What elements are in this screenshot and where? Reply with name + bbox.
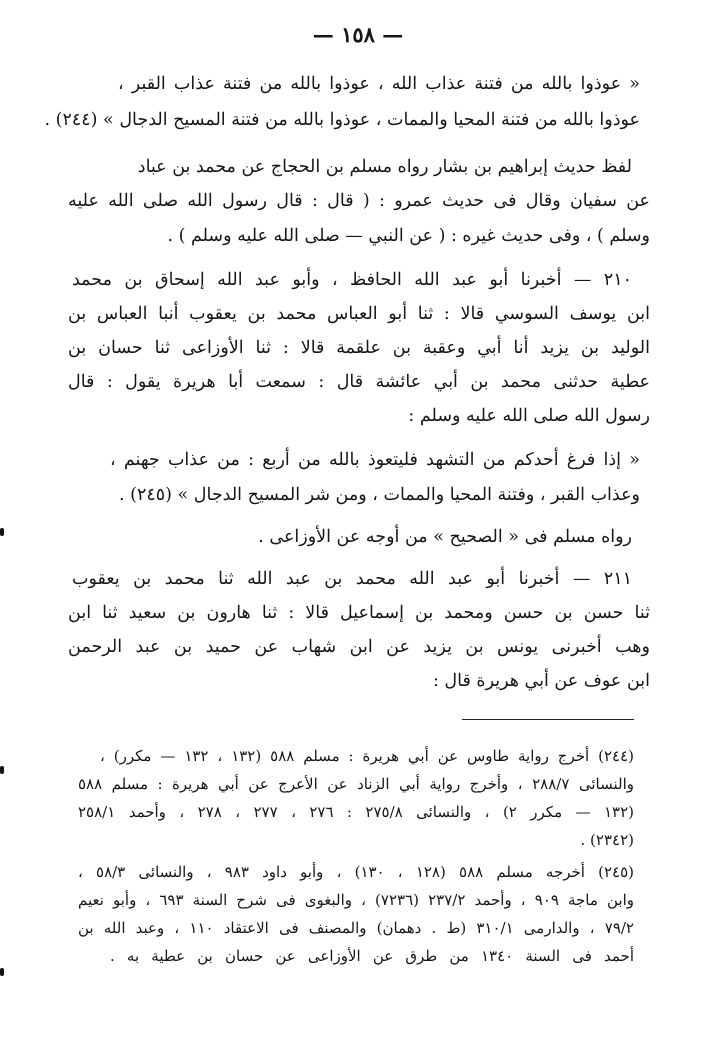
text-line: ابن عوف عن أبي هريرة قال :	[432, 671, 650, 691]
text-line: وعذاب القبر ، وفتنة المحيا والممات ، ومن شر المسيح الدجال » (٢٤٥) .	[118, 485, 640, 505]
text-line: رسول الله صلى الله عليه وسلم :	[408, 406, 650, 426]
text-line: عطية حدثنى محمد بن أبي عائشة قال : سمعت أبا هريرة يقول : قال	[68, 372, 650, 392]
footnote-divider	[462, 719, 634, 720]
footnote-line: (١٣٢ — مكرر ٢) ، والنسائى ٢٧٥/٨ : ٢٧٦ ، ٢٧٧ ، ٢٧٨ ، وأحمد ٢٥٨/١	[78, 803, 634, 821]
text-line: عن سفيان وقال فى حديث عمرو : ( قال : قال رسول الله صلى الله عليه	[68, 191, 650, 211]
footnote-line: (٢٣٤٢) .	[580, 831, 634, 849]
text-line: وسلم ) ، وفى حديث غيره : ( عن النبي — صلى الله عليه وسلم ) .	[167, 226, 650, 246]
text-line: لفظ حديث إبراهيم بن بشار رواه مسلم بن الحجاج عن محمد بن عباد	[137, 157, 632, 177]
footnote-line: (٢٤٥) أخرجه مسلم ٥٨٨ (١٢٨ ، ١٣٠) ، وأبو داود ٩٨٣ ، والنسائى ٥٨/٣ ،	[78, 863, 634, 881]
text-line: رواه مسلم فى « الصحيح » من أوجه عن الأوزاعى .	[258, 527, 632, 547]
scan-mark	[0, 528, 4, 536]
text-line: عوذوا بالله من فتنة المحيا والممات ، عوذوا بالله من فتنة المسيح الدجال » (٢٤٤) .	[44, 110, 640, 130]
text-line: وهب أخبرنى يونس بن يزيد عن ابن شهاب عن حميد بن عبد الرحمن	[68, 637, 650, 657]
page-number: — ١٥٨ —	[312, 22, 404, 47]
hadith-number-line: ٢١١ — أخبرنا أبو عبد الله محمد بن عبد الله ثنا محمد بن يعقوب	[72, 569, 632, 589]
text-line: ابن يوسف السوسي قالا : ثنا أبو العباس محمد بن يعقوب أنبا العباس بن	[68, 304, 650, 324]
text-line: « إذا فرغ أحدكم من التشهد فليتعوذ بالله من أربع : من عذاب جهنم ،	[110, 450, 640, 470]
footnote-line: (٢٤٤) أخرج رواية طاوس عن أبي هريرة : مسلم ٥٨٨ (١٣٢ ، ١٣٢ — مكرر) ،	[100, 747, 634, 765]
scan-mark	[0, 968, 4, 976]
footnote-line: ٧٩/٢ ، والدارمى ٣١٠/١ (ط . دهمان) والمصنف فى الاعتقاد ١١٠ ، وعبد الله بن	[78, 919, 634, 937]
scan-mark	[0, 766, 4, 774]
text-line: « عوذوا بالله من فتنة عذاب الله ، عوذوا بالله من فتنة عذاب القبر ،	[118, 74, 640, 94]
footnote-line: وابن ماجة ٩٠٩ ، وأحمد ٢٣٧/٢ (٧٢٣٦) ، والبغوى فى شرح السنة ٦٩٣ ، وأبو نعيم	[78, 891, 634, 909]
text-line: ثنا حسن بن حسن ومحمد بن إسماعيل قالا : ثنا هارون بن سعيد ثنا ابن	[68, 603, 650, 623]
footnote-line: والنسائى ٢٨٨/٧ ، وأخرج رواية أبي الزناد عن الأعرج عن أبي هريرة : مسلم ٥٨٨	[78, 775, 635, 793]
text-line: الوليد بن يزيد أنا أبي وعقبة بن علقمة قالا : ثنا الأوزاعى ثنا حسان بن	[68, 338, 650, 358]
hadith-number-line: ٢١٠ — أخبرنا أبو عبد الله الحافظ ، وأبو عبد الله إسحاق بن محمد	[72, 270, 632, 290]
footnote-line: أحمد فى السنة ١٣٤٠ من طرق عن الأوزاعى عن حسان بن عطية به .	[110, 947, 635, 965]
